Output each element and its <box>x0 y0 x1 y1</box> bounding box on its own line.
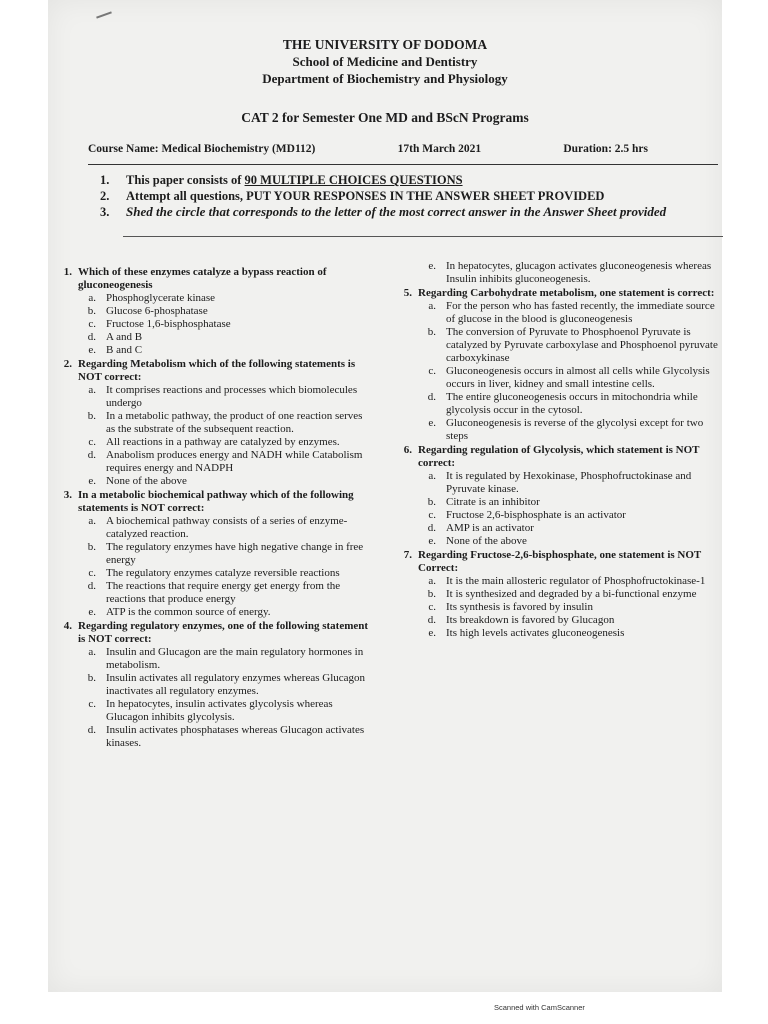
option-text: ATP is the common source of energy. <box>106 606 271 618</box>
instructions <box>100 172 720 220</box>
option-text: The regulatory enzymes have high negative change in free energy <box>106 541 364 566</box>
questions-column-right <box>390 260 722 641</box>
question-text: In a metabolic biochemical pathway which of the following statements is NOT correct: <box>78 489 354 514</box>
question <box>50 358 372 488</box>
questions-column-left <box>50 266 372 751</box>
question-text: Regarding Carbohydrate metabolism, one statement is correct: <box>418 287 715 299</box>
option-letter: e. <box>428 535 436 547</box>
answer-option <box>50 292 372 305</box>
option-letter: a. <box>428 575 436 587</box>
answer-option <box>390 470 722 496</box>
option-text: Gluconeogenesis is reverse of the glycolysi except for two steps <box>446 417 704 442</box>
question-number: 6. <box>403 444 412 456</box>
answer-option <box>390 260 722 286</box>
option-letter: c. <box>428 509 436 521</box>
option-letter: c. <box>88 698 96 710</box>
answer-option <box>50 606 372 619</box>
option-letter: b. <box>87 305 96 317</box>
answer-option <box>390 535 722 548</box>
answer-option <box>50 318 372 331</box>
answer-option <box>390 575 722 588</box>
answer-option <box>50 305 372 318</box>
answer-option <box>50 344 372 357</box>
question-number: 1. <box>63 266 72 278</box>
school-name: School of Medicine and Dentistry <box>292 54 478 69</box>
question-text: Regarding Metabolism which of the following statements is NOT correct: <box>78 358 356 383</box>
answer-option <box>50 646 372 672</box>
answer-option <box>50 475 372 488</box>
course-name: Course Name: Medical Biochemistry (MD112) <box>88 143 316 155</box>
question <box>50 620 372 750</box>
option-letter: c. <box>428 601 436 613</box>
option-letter: d. <box>427 614 436 626</box>
answer-option <box>390 496 722 509</box>
question <box>390 444 722 548</box>
option-letter: d. <box>427 391 436 403</box>
question-number: 2. <box>63 358 72 370</box>
answer-option <box>390 627 722 640</box>
option-letter: d. <box>87 580 96 592</box>
answer-option <box>50 672 372 698</box>
option-text: It is regulated by Hexokinase, Phosphofructokinase and Pyruvate kinase. <box>446 470 692 495</box>
option-letter: e. <box>88 475 96 487</box>
question-stem <box>50 358 372 384</box>
option-text: It comprises reactions and processes which biomolecules undergo <box>106 384 358 409</box>
instruction-item: 1. This paper consists of 90 MULTIPLE CHOICES QUESTIONS <box>100 173 463 187</box>
option-letter: a. <box>428 300 436 312</box>
answer-option <box>50 384 372 410</box>
option-text: Citrate is an inhibitor <box>446 496 540 508</box>
exam-duration: Duration: 2.5 hrs <box>563 143 648 155</box>
answer-option <box>390 326 722 365</box>
option-text: The conversion of Pyruvate to Phosphoenol Pyruvate is catalyzed by Pyruvate carboxylase and Phosphoenol pyruvate carboxykinase <box>446 326 718 364</box>
university-name: THE UNIVERSITY OF DODOMA <box>282 37 488 52</box>
option-text: Glucose 6-phosphatase <box>106 305 208 317</box>
option-letter: a. <box>88 646 96 658</box>
option-letter: b. <box>87 541 96 553</box>
question-stem <box>390 287 722 300</box>
question-number: 7. <box>403 549 412 561</box>
question <box>390 549 722 640</box>
answer-option <box>390 601 722 614</box>
question-stem <box>390 444 722 470</box>
option-letter: a. <box>428 470 436 482</box>
instruction-item: 2. Attempt all questions, PUT YOUR RESPONSES IN THE ANSWER SHEET PROVIDED <box>100 189 605 203</box>
option-letter: d. <box>87 724 96 736</box>
option-text: Its synthesis is favored by insulin <box>446 601 593 613</box>
option-letter: e. <box>428 260 436 272</box>
question-text: Regarding regulation of Glycolysis, which statement is NOT correct: <box>418 444 700 469</box>
question-text: Regarding Fructose-2,6-bisphosphate, one statement is NOT Correct: <box>418 549 702 574</box>
option-letter: b. <box>87 410 96 422</box>
option-text: The regulatory enzymes catalyze reversible reactions <box>106 567 340 579</box>
option-text: In hepatocytes, glucagon activates gluconeogenesis whereas Insulin inhibits gluconeogenesis. <box>446 260 712 285</box>
option-text: Phosphoglycerate kinase <box>106 292 216 304</box>
option-letter: a. <box>88 292 96 304</box>
question-stem <box>50 489 372 515</box>
option-letter: a. <box>88 384 96 396</box>
answer-option <box>390 365 722 391</box>
question-number: 4. <box>63 620 72 632</box>
question-number: 5. <box>403 287 412 299</box>
answer-option <box>50 410 372 436</box>
instruction-item: 3. Shed the circle that corresponds to the letter of the most correct answer in the Answer Sheet provided <box>100 204 667 219</box>
option-text: Its high levels activates gluconeogenesis <box>446 627 625 639</box>
option-letter: e. <box>428 627 436 639</box>
answer-option <box>390 391 722 417</box>
question <box>390 260 722 286</box>
answer-option <box>390 509 722 522</box>
department-name: Department of Biochemistry and Physiology <box>262 71 508 86</box>
question-stem <box>50 266 372 292</box>
option-text: Insulin and Glucagon are the main regulatory hormones in metabolism. <box>106 646 364 671</box>
option-letter: b. <box>427 496 436 508</box>
question-count: 90 MULTIPLE CHOICES QUESTIONS <box>244 173 463 187</box>
answer-option <box>390 588 722 601</box>
option-text: The entire gluconeogenesis occurs in mitochondria while glycolysis occur in the cytosol. <box>446 391 698 416</box>
question-text: Which of these enzymes catalyze a bypass reaction of gluconeogenesis <box>78 266 327 291</box>
option-letter: b. <box>427 588 436 600</box>
option-letter: c. <box>88 318 96 330</box>
option-text: It is synthesized and degraded by a bi-functional enzyme <box>446 588 697 600</box>
option-letter: e. <box>428 417 436 429</box>
answer-option <box>50 449 372 475</box>
option-text: Fructose 2,6-bisphosphate is an activator <box>446 509 626 521</box>
option-letter: c. <box>88 567 96 579</box>
option-letter: e. <box>88 344 96 356</box>
header-divider <box>88 164 718 165</box>
instructions-divider <box>123 236 723 237</box>
option-text: Insulin activates all regulatory enzymes whereas Glucagon inactivates all regulatory enzymes. <box>106 672 366 697</box>
exam-date: 17th March 2021 <box>397 143 482 155</box>
scanner-watermark: Scanned with CamScanner <box>494 1003 585 1012</box>
answer-option <box>50 541 372 567</box>
option-text: Gluconeogenesis occurs in almost all cells while Glycolysis occurs in liver, kidney and small intestine cells. <box>446 365 710 390</box>
option-text: Anabolism produces energy and NADH while Catabolism requires energy and NADPH <box>106 449 363 474</box>
option-letter: c. <box>428 365 436 377</box>
option-text: In hepatocytes, insulin activates glycolysis whereas Glucagon inhibits glycolysis. <box>106 698 333 723</box>
cat-title: CAT 2 for Semester One MD and BScN Programs <box>241 110 529 125</box>
question-stem <box>50 620 372 646</box>
option-text: A biochemical pathway consists of a series of enzyme-catalyzed reaction. <box>106 515 348 540</box>
option-text: For the person who has fasted recently, the immediate source of glucose in the blood is gluconeogenesis <box>446 300 715 325</box>
option-text: B and C <box>106 344 143 356</box>
option-letter: b. <box>427 326 436 338</box>
question <box>390 287 722 443</box>
answer-option <box>390 300 722 326</box>
option-letter: d. <box>87 331 96 343</box>
question-stem <box>390 549 722 575</box>
answer-option <box>50 567 372 580</box>
option-text: Insulin activates phosphatases whereas Glucagon activates kinases. <box>106 724 365 749</box>
option-letter: b. <box>87 672 96 684</box>
option-text: None of the above <box>446 535 527 547</box>
option-text: A and B <box>106 331 143 343</box>
option-letter: c. <box>88 436 96 448</box>
answer-option <box>390 614 722 627</box>
answer-option <box>390 417 722 443</box>
answer-option <box>50 698 372 724</box>
option-letter: e. <box>88 606 96 618</box>
answer-option <box>50 436 372 449</box>
option-letter: d. <box>87 449 96 461</box>
option-text: In a metabolic pathway, the product of one reaction serves as the substrate of the subsequent reaction. <box>106 410 363 435</box>
exam-header <box>48 36 722 126</box>
option-text: None of the above <box>106 475 187 487</box>
question-number: 3. <box>63 489 72 501</box>
answer-option <box>50 724 372 750</box>
answer-option <box>50 331 372 344</box>
question <box>50 489 372 619</box>
option-text: It is the main allosteric regulator of Phosphofructokinase-1 <box>446 575 706 587</box>
option-text: Fructose 1,6-bisphosphatase <box>106 318 231 330</box>
course-info-row <box>88 143 648 155</box>
option-letter: d. <box>427 522 436 534</box>
option-text: The reactions that require energy get energy from the reactions that produce energy <box>106 580 341 605</box>
option-text: Its breakdown is favored by Glucagon <box>446 614 615 626</box>
question-text: Regarding regulatory enzymes, one of the following statement is NOT correct: <box>78 620 369 645</box>
answer-option <box>50 515 372 541</box>
answer-option <box>50 580 372 606</box>
option-text: All reactions in a pathway are catalyzed by enzymes. <box>106 436 340 448</box>
option-letter: a. <box>88 515 96 527</box>
pen-mark <box>96 11 112 18</box>
answer-option <box>390 522 722 535</box>
option-text: AMP is an activator <box>446 522 534 534</box>
question <box>50 266 372 357</box>
